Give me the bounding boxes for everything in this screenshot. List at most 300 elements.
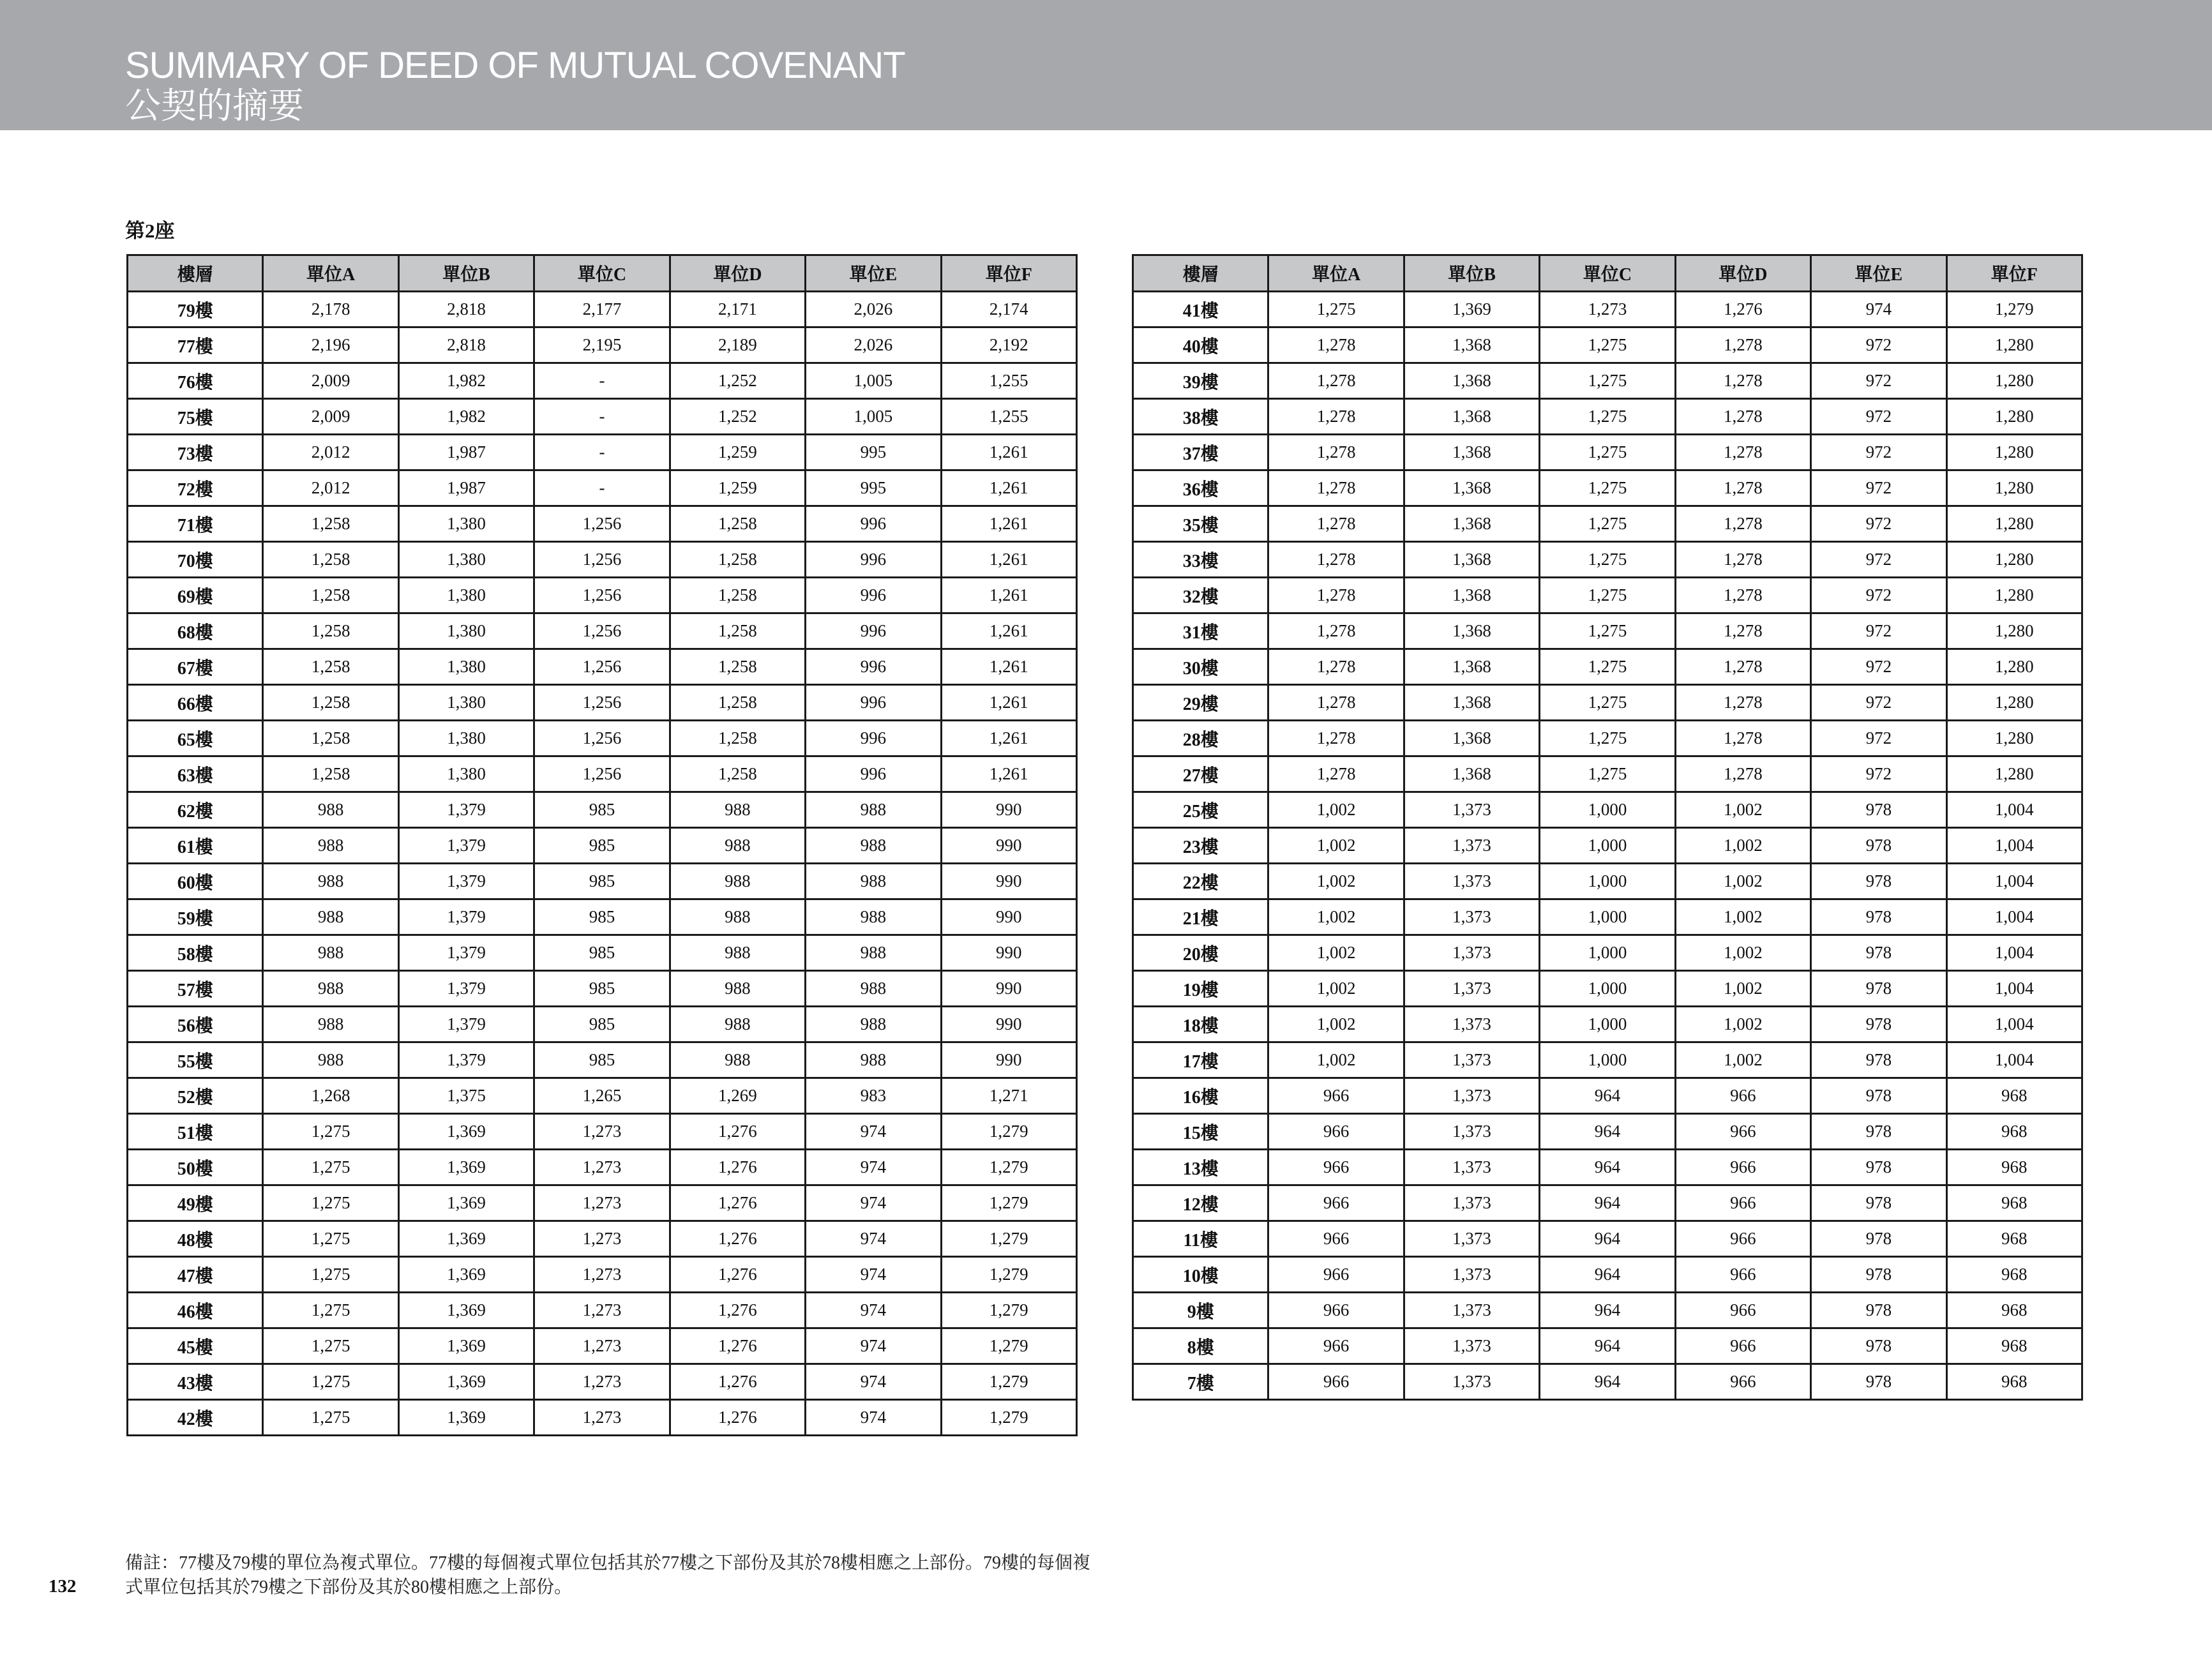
share-cell: 1,279 <box>941 1364 1076 1400</box>
share-table-left <box>126 254 1078 1436</box>
share-cell: 1,273 <box>534 1364 670 1400</box>
share-cell: 1,002 <box>1675 899 1810 935</box>
share-cell: 972 <box>1811 435 1946 470</box>
share-cell: 1,373 <box>1404 828 1539 864</box>
table-row <box>1133 1007 2082 1042</box>
share-cell: 1,255 <box>941 399 1076 435</box>
share-cell: 1,369 <box>398 1185 534 1221</box>
share-cell: 1,273 <box>1540 292 1675 327</box>
floor-cell: 65樓 <box>128 721 263 756</box>
share-cell: 978 <box>1811 899 1946 935</box>
share-cell: 1,256 <box>534 721 670 756</box>
share-cell: 988 <box>670 899 805 935</box>
share-cell: 1,002 <box>1675 1042 1810 1078</box>
table-row <box>128 935 1077 971</box>
table-row <box>1133 1150 2082 1185</box>
share-cell: 1,369 <box>398 1114 534 1150</box>
share-cell: 1,275 <box>263 1293 398 1328</box>
share-cell: 2,012 <box>263 435 398 470</box>
table-row <box>1133 1185 2082 1221</box>
share-cell: 996 <box>806 578 941 613</box>
share-cell: 1,273 <box>534 1185 670 1221</box>
share-cell: 1,002 <box>1268 864 1404 899</box>
floor-cell: 10樓 <box>1133 1257 1268 1293</box>
share-cell: 1,258 <box>263 542 398 578</box>
share-cell: 1,279 <box>941 1257 1076 1293</box>
share-cell: 990 <box>941 1042 1076 1078</box>
share-cell: - <box>534 435 670 470</box>
share-cell: 1,268 <box>263 1078 398 1114</box>
share-cell: 1,279 <box>941 1114 1076 1150</box>
floor-cell: 39樓 <box>1133 363 1268 399</box>
column-header-unit: 單位E <box>806 255 941 292</box>
floor-cell: 25樓 <box>1133 792 1268 828</box>
share-cell: 1,261 <box>941 435 1076 470</box>
share-cell: 1,275 <box>1540 363 1675 399</box>
footnote: 備註：77樓及79樓的單位為複式單位。77樓的每個複式單位包括其於77樓之下部份及其於78樓相應之上部份。79樓的每個複式單位包括其於79樓之下部份及其於80樓相應之上部份。 <box>125 1553 1091 1597</box>
share-cell: 1,005 <box>806 363 941 399</box>
share-cell: 1,004 <box>1946 828 2082 864</box>
share-cell: 1,379 <box>398 1007 534 1042</box>
share-cell: 2,818 <box>398 292 534 327</box>
floor-cell: 57樓 <box>128 971 263 1007</box>
floor-cell: 79樓 <box>128 292 263 327</box>
table-row <box>128 1328 1077 1364</box>
share-cell: - <box>534 399 670 435</box>
floor-cell: 70樓 <box>128 542 263 578</box>
share-cell: 1,278 <box>1675 649 1810 685</box>
share-cell: 988 <box>806 828 941 864</box>
share-cell: 1,258 <box>263 685 398 721</box>
share-cell: 1,273 <box>534 1150 670 1185</box>
share-cell: 978 <box>1811 1150 1946 1185</box>
column-header-floor: 樓層 <box>1133 255 1268 292</box>
share-cell: 988 <box>263 935 398 971</box>
floor-cell: 16樓 <box>1133 1078 1268 1114</box>
floor-cell: 8樓 <box>1133 1328 1268 1364</box>
share-cell: 1,278 <box>1268 756 1404 792</box>
table-row <box>1133 1114 2082 1150</box>
share-cell: 966 <box>1268 1328 1404 1364</box>
share-cell: 1,278 <box>1268 649 1404 685</box>
share-cell: 1,373 <box>1404 1114 1539 1150</box>
share-cell: 996 <box>806 756 941 792</box>
share-cell: 1,368 <box>1404 685 1539 721</box>
table-header-row <box>128 255 1077 292</box>
floor-cell: 27樓 <box>1133 756 1268 792</box>
share-cell: 1,278 <box>1675 399 1810 435</box>
share-cell: 966 <box>1675 1150 1810 1185</box>
table-row <box>128 1078 1077 1114</box>
share-cell: 974 <box>806 1364 941 1400</box>
share-cell: 1,276 <box>670 1221 805 1257</box>
table-row <box>128 470 1077 506</box>
share-cell: 1,280 <box>1946 685 2082 721</box>
floor-cell: 18樓 <box>1133 1007 1268 1042</box>
column-header-unit: 單位F <box>941 255 1076 292</box>
share-cell: 1,261 <box>941 685 1076 721</box>
share-cell: 1,276 <box>670 1257 805 1293</box>
share-cell: 978 <box>1811 1328 1946 1364</box>
floor-cell: 32樓 <box>1133 578 1268 613</box>
share-cell: 968 <box>1946 1078 2082 1114</box>
share-cell: 2,009 <box>263 363 398 399</box>
share-cell: 1,273 <box>534 1400 670 1436</box>
share-cell: 1,273 <box>534 1221 670 1257</box>
table-row <box>1133 613 2082 649</box>
share-cell: 978 <box>1811 1364 1946 1400</box>
share-cell: 1,259 <box>670 435 805 470</box>
share-cell: 978 <box>1811 1221 1946 1257</box>
share-cell: 966 <box>1675 1364 1810 1400</box>
share-cell: - <box>534 470 670 506</box>
share-cell: 972 <box>1811 506 1946 542</box>
share-cell: 972 <box>1811 363 1946 399</box>
floor-cell: 7樓 <box>1133 1364 1268 1400</box>
share-cell: 1,276 <box>1675 292 1810 327</box>
share-cell: 1,279 <box>941 1293 1076 1328</box>
floor-cell: 49樓 <box>128 1185 263 1221</box>
share-cell: 983 <box>806 1078 941 1114</box>
floor-cell: 51樓 <box>128 1114 263 1150</box>
share-cell: 1,280 <box>1946 578 2082 613</box>
floor-cell: 67樓 <box>128 649 263 685</box>
share-cell: 990 <box>941 935 1076 971</box>
share-cell: 978 <box>1811 1185 1946 1221</box>
share-cell: 978 <box>1811 1293 1946 1328</box>
share-cell: 1,261 <box>941 756 1076 792</box>
share-cell: 995 <box>806 470 941 506</box>
share-cell: 978 <box>1811 1114 1946 1150</box>
share-cell: 2,177 <box>534 292 670 327</box>
floor-cell: 73樓 <box>128 435 263 470</box>
share-cell: 1,368 <box>1404 613 1539 649</box>
share-cell: 1,258 <box>263 506 398 542</box>
share-cell: 1,278 <box>1268 685 1404 721</box>
share-cell: 1,987 <box>398 435 534 470</box>
share-cell: 1,380 <box>398 613 534 649</box>
share-cell: 1,271 <box>941 1078 1076 1114</box>
share-cell: 972 <box>1811 613 1946 649</box>
table-row <box>128 828 1077 864</box>
table-row <box>1133 327 2082 363</box>
share-cell: 1,373 <box>1404 971 1539 1007</box>
floor-cell: 58樓 <box>128 935 263 971</box>
share-cell: 1,379 <box>398 864 534 899</box>
block-label: 第2座 <box>125 220 175 242</box>
share-cell: 988 <box>263 1042 398 1078</box>
share-cell: 1,368 <box>1404 470 1539 506</box>
floor-cell: 52樓 <box>128 1078 263 1114</box>
share-cell: 966 <box>1268 1114 1404 1150</box>
share-cell: 2,192 <box>941 327 1076 363</box>
floor-cell: 60樓 <box>128 864 263 899</box>
share-cell: 1,275 <box>1540 721 1675 756</box>
share-cell: 1,278 <box>1268 506 1404 542</box>
share-cell: 1,278 <box>1268 613 1404 649</box>
share-cell: 968 <box>1946 1221 2082 1257</box>
share-cell: 1,278 <box>1675 613 1810 649</box>
floor-cell: 56樓 <box>128 1007 263 1042</box>
share-cell: 1,258 <box>263 721 398 756</box>
share-cell: 974 <box>806 1293 941 1328</box>
table-row <box>1133 685 2082 721</box>
share-cell: 1,002 <box>1675 971 1810 1007</box>
share-cell: 990 <box>941 899 1076 935</box>
table-row <box>1133 470 2082 506</box>
share-cell: 1,278 <box>1675 756 1810 792</box>
share-cell: 1,002 <box>1268 899 1404 935</box>
share-cell: 1,373 <box>1404 899 1539 935</box>
share-cell: 988 <box>263 864 398 899</box>
share-cell: 1,004 <box>1946 899 2082 935</box>
share-cell: 1,278 <box>1675 721 1810 756</box>
share-cell: 1,380 <box>398 685 534 721</box>
share-cell: 1,261 <box>941 506 1076 542</box>
share-cell: 1,004 <box>1946 935 2082 971</box>
share-cell: 974 <box>806 1257 941 1293</box>
share-cell: 1,000 <box>1540 864 1675 899</box>
share-cell: 1,368 <box>1404 327 1539 363</box>
share-cell: 968 <box>1946 1328 2082 1364</box>
floor-cell: 55樓 <box>128 1042 263 1078</box>
share-cell: 966 <box>1268 1364 1404 1400</box>
share-cell: 974 <box>1811 292 1946 327</box>
share-cell: 1,276 <box>670 1328 805 1364</box>
table-row <box>1133 649 2082 685</box>
share-cell: 1,379 <box>398 935 534 971</box>
share-cell: 966 <box>1268 1185 1404 1221</box>
share-cell: 1,000 <box>1540 1042 1675 1078</box>
share-cell: 988 <box>806 864 941 899</box>
share-cell: 1,368 <box>1404 721 1539 756</box>
share-cell: 1,275 <box>1540 506 1675 542</box>
share-cell: 966 <box>1268 1257 1404 1293</box>
share-cell: 1,278 <box>1268 578 1404 613</box>
share-cell: 1,275 <box>263 1364 398 1400</box>
share-cell: 1,375 <box>398 1078 534 1114</box>
share-cell: 1,280 <box>1946 721 2082 756</box>
share-cell: 988 <box>806 935 941 971</box>
share-cell: 1,368 <box>1404 578 1539 613</box>
floor-cell: 11樓 <box>1133 1221 1268 1257</box>
table-row <box>1133 1042 2082 1078</box>
share-cell: 1,278 <box>1675 542 1810 578</box>
table-row <box>128 1221 1077 1257</box>
share-cell: 1,276 <box>670 1400 805 1436</box>
share-cell: 1,379 <box>398 792 534 828</box>
share-cell: 985 <box>534 792 670 828</box>
share-cell: 2,195 <box>534 327 670 363</box>
share-cell: 1,258 <box>263 578 398 613</box>
share-cell: 990 <box>941 971 1076 1007</box>
share-cell: 978 <box>1811 1257 1946 1293</box>
floor-cell: 63樓 <box>128 756 263 792</box>
share-cell: 1,258 <box>670 649 805 685</box>
share-cell: 1,002 <box>1268 828 1404 864</box>
table-row <box>128 1364 1077 1400</box>
column-header-unit: 單位D <box>1675 255 1810 292</box>
table-row <box>1133 542 2082 578</box>
share-cell: 1,261 <box>941 721 1076 756</box>
table-row <box>128 649 1077 685</box>
table-row <box>1133 899 2082 935</box>
share-cell: 1,369 <box>398 1221 534 1257</box>
share-cell: 988 <box>670 971 805 1007</box>
share-cell: 1,256 <box>534 685 670 721</box>
table-row <box>1133 756 2082 792</box>
share-cell: 1,002 <box>1675 864 1810 899</box>
share-cell: 985 <box>534 1042 670 1078</box>
share-cell: 1,278 <box>1675 685 1810 721</box>
share-cell: 1,258 <box>670 578 805 613</box>
share-cell: 1,276 <box>670 1293 805 1328</box>
table-row <box>1133 971 2082 1007</box>
floor-cell: 62樓 <box>128 792 263 828</box>
share-cell: 1,275 <box>263 1185 398 1221</box>
share-cell: 996 <box>806 542 941 578</box>
share-cell: 1,256 <box>534 542 670 578</box>
share-cell: 968 <box>1946 1185 2082 1221</box>
share-cell: 1,279 <box>941 1150 1076 1185</box>
share-cell: 1,280 <box>1946 435 2082 470</box>
table-row <box>128 363 1077 399</box>
share-cell: 974 <box>806 1328 941 1364</box>
floor-cell: 48樓 <box>128 1221 263 1257</box>
share-cell: 1,380 <box>398 756 534 792</box>
share-cell: 1,252 <box>670 363 805 399</box>
share-cell: 1,278 <box>1268 399 1404 435</box>
share-cell: 1,002 <box>1268 1007 1404 1042</box>
share-cell: 1,002 <box>1675 792 1810 828</box>
share-cell: 1,261 <box>941 470 1076 506</box>
share-cell: 1,373 <box>1404 1042 1539 1078</box>
table-row <box>128 1150 1077 1185</box>
share-cell: 1,005 <box>806 399 941 435</box>
floor-cell: 22樓 <box>1133 864 1268 899</box>
share-cell: 996 <box>806 649 941 685</box>
table-row <box>128 1185 1077 1221</box>
share-cell: 1,368 <box>1404 363 1539 399</box>
share-cell: 995 <box>806 435 941 470</box>
share-cell: 1,373 <box>1404 1078 1539 1114</box>
share-cell: 988 <box>263 971 398 1007</box>
floor-cell: 66樓 <box>128 685 263 721</box>
share-cell: 1,256 <box>534 578 670 613</box>
share-cell: 1,278 <box>1675 327 1810 363</box>
share-cell: 972 <box>1811 399 1946 435</box>
table-row <box>1133 399 2082 435</box>
floor-cell: 47樓 <box>128 1257 263 1293</box>
share-cell: 1,004 <box>1946 1042 2082 1078</box>
share-cell: 974 <box>806 1221 941 1257</box>
share-cell: 1,369 <box>1404 292 1539 327</box>
table-row <box>1133 1221 2082 1257</box>
share-cell: 972 <box>1811 685 1946 721</box>
floor-cell: 36樓 <box>1133 470 1268 506</box>
share-cell: 1,275 <box>263 1257 398 1293</box>
share-cell: 1,256 <box>534 613 670 649</box>
floor-cell: 33樓 <box>1133 542 1268 578</box>
table-row <box>128 721 1077 756</box>
share-cell: 1,279 <box>941 1221 1076 1257</box>
share-cell: 988 <box>263 899 398 935</box>
share-cell: 1,373 <box>1404 1150 1539 1185</box>
share-cell: 1,273 <box>534 1257 670 1293</box>
floor-cell: 30樓 <box>1133 649 1268 685</box>
share-cell: 988 <box>806 1042 941 1078</box>
table-row <box>128 864 1077 899</box>
column-header-unit: 單位A <box>1268 255 1404 292</box>
share-cell: 1,275 <box>263 1114 398 1150</box>
table-row <box>128 792 1077 828</box>
share-cell: 1,380 <box>398 542 534 578</box>
share-cell: 985 <box>534 971 670 1007</box>
share-cell: 1,002 <box>1268 1042 1404 1078</box>
table-row <box>128 506 1077 542</box>
share-cell: 1,276 <box>670 1364 805 1400</box>
table-row <box>128 292 1077 327</box>
share-cell: 964 <box>1540 1078 1675 1114</box>
share-cell: 1,982 <box>398 399 534 435</box>
share-cell: 1,258 <box>263 613 398 649</box>
table-row <box>128 1400 1077 1436</box>
share-cell: 996 <box>806 613 941 649</box>
table-row <box>128 1257 1077 1293</box>
share-cell: 1,373 <box>1404 1364 1539 1400</box>
share-cell: 2,012 <box>263 470 398 506</box>
share-cell: 1,280 <box>1946 399 2082 435</box>
share-cell: 1,000 <box>1540 1007 1675 1042</box>
share-cell: 1,279 <box>941 1185 1076 1221</box>
share-cell: 972 <box>1811 721 1946 756</box>
share-cell: 978 <box>1811 864 1946 899</box>
floor-cell: 45樓 <box>128 1328 263 1364</box>
share-cell: 1,280 <box>1946 363 2082 399</box>
share-cell: 978 <box>1811 792 1946 828</box>
table-row <box>128 1042 1077 1078</box>
share-cell: 1,002 <box>1675 935 1810 971</box>
share-cell: 1,280 <box>1946 542 2082 578</box>
share-cell: 972 <box>1811 542 1946 578</box>
share-cell: 966 <box>1675 1185 1810 1221</box>
share-cell: 966 <box>1268 1221 1404 1257</box>
table-row <box>128 399 1077 435</box>
share-cell: 1,276 <box>670 1185 805 1221</box>
share-cell: 1,000 <box>1540 792 1675 828</box>
share-cell: 1,380 <box>398 721 534 756</box>
share-cell: 1,276 <box>670 1150 805 1185</box>
table-row <box>1133 578 2082 613</box>
share-cell: 968 <box>1946 1364 2082 1400</box>
share-cell: 1,275 <box>1540 399 1675 435</box>
share-cell: 1,269 <box>670 1078 805 1114</box>
header-band <box>0 0 2212 130</box>
share-cell: 2,196 <box>263 327 398 363</box>
share-cell: 1,273 <box>534 1293 670 1328</box>
share-cell: 1,278 <box>1675 435 1810 470</box>
share-cell: 1,261 <box>941 649 1076 685</box>
column-header-unit: 單位A <box>263 255 398 292</box>
page-title-en: SUMMARY OF DEED OF MUTUAL COVENANT <box>125 45 905 86</box>
share-cell: 1,368 <box>1404 506 1539 542</box>
floor-cell: 15樓 <box>1133 1114 1268 1150</box>
share-cell: 1,368 <box>1404 756 1539 792</box>
share-cell: 1,278 <box>1675 506 1810 542</box>
table-row <box>128 1293 1077 1328</box>
share-cell: 1,280 <box>1946 649 2082 685</box>
share-cell: 1,256 <box>534 756 670 792</box>
